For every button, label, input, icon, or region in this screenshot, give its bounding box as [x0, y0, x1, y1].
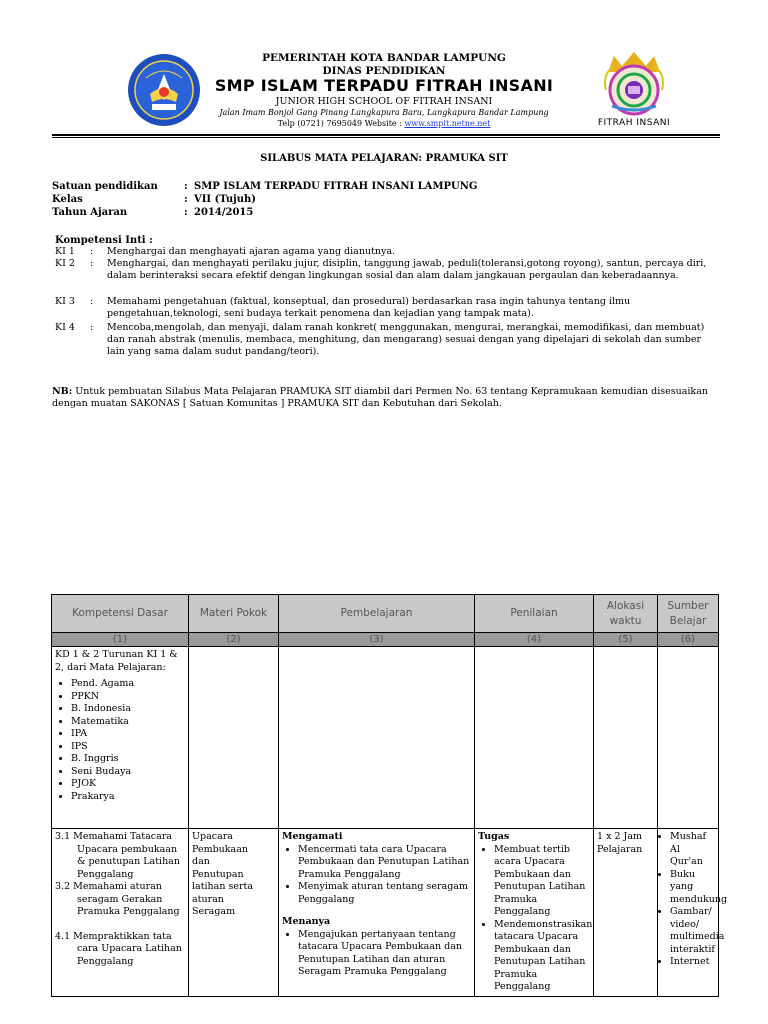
list-item: • PJOK	[71, 778, 185, 791]
contact-phone: Telp (0721) 7695049 Website :	[277, 119, 405, 128]
header-rule-thin	[52, 137, 720, 138]
empty-cell	[475, 647, 594, 829]
header-address: Jalan Imam Bonjol Gang Pinang Langkapura Baru, Langkapura Bandar Lampung	[219, 108, 549, 117]
list-item: • Seni Budaya	[71, 766, 185, 779]
info-row: Satuan pendidikan : SMP ISLAM TERPADU FITRAH INSANI LAMPUNG	[52, 181, 478, 192]
menanya-list	[282, 929, 471, 979]
empty-cell	[594, 647, 658, 829]
ki-item: KI 4 : Mencoba,mengolah, dan menyaji, dalam ranah konkret( menggunakan, mengurai, merangkai, memodifikasi, dan membuat) dan ranah abstrak (menulis, membaca, menghitung, dan mengarang) sesuai dengan yang dipelajari di sekolah dan sumber lain yang sama dalam sudut pandang/teori).	[55, 322, 705, 358]
mengamati-title: Mengamati	[282, 831, 343, 842]
nb-label: NB:	[52, 386, 73, 397]
header-penilaian: Penilaian	[475, 595, 594, 633]
kd-item: 3.2 Memahami aturan seragam Gerakan Pramuka Penggalang	[55, 881, 180, 918]
col-number: (5)	[594, 633, 658, 647]
empty-cell	[658, 647, 719, 829]
list-item: • IPS	[71, 741, 185, 754]
ki-item: KI 1 : Menghargai dan menghayati ajaran agama yang dianutnya.	[55, 246, 396, 257]
ki-heading: Kompetensi Inti :	[55, 235, 153, 246]
header-contact	[0, 119, 768, 128]
alokasi-cell	[594, 829, 658, 997]
list-item: • Gambar/ video/ multimedia interaktif	[670, 906, 715, 956]
kd-intro-cell	[52, 647, 189, 829]
header-kompetensi-dasar: Kompetensi Dasar	[52, 595, 189, 633]
ki-item: KI 2 : Menghargai, dan menghayati perilaku jujur, disiplin, tanggung jawab, peduli(toleransi,gotong royong), santun, percaya diri, dalam berinteraksi secara efektif dengan lingkungan sosial dan alam dalam jangkauan pergaulan dan keberadaannya.	[55, 258, 707, 282]
table-header-row	[52, 595, 719, 633]
list-item: • Membuat tertib acara Upacara Pembukaan dan Penutupan Latihan Pramuka Penggalang	[494, 844, 590, 919]
syllabus-table	[51, 594, 728, 997]
table-number-row	[52, 633, 719, 647]
menanya-title: Menanya	[282, 916, 331, 928]
list-item: • IPA	[71, 728, 185, 741]
subject-list	[55, 678, 185, 803]
col-number: (1)	[52, 633, 189, 647]
empty-cell	[189, 647, 279, 829]
pembelajaran-cell	[279, 829, 475, 997]
table-row	[52, 829, 719, 997]
list-item: • B. Inggris	[71, 753, 185, 766]
list-item: • Mushaf Al Qur'an	[670, 831, 715, 869]
tugas-title: Tugas	[478, 831, 510, 842]
col-number: (2)	[189, 633, 279, 647]
header-government: PEMERINTAH KOTA BANDAR LAMPUNG	[262, 52, 506, 64]
tugas-list	[478, 843, 593, 994]
header-materi-pokok: Materi Pokok	[189, 595, 279, 633]
ki-item: KI 3 : Memahami pengetahuan (faktual, konseptual, dan prosedural) berdasarkan rasa ingin tahunya tentang ilmu pengetahuan,teknologi, seni budaya terkait penomena dan kejadian yang tampak mata).	[55, 296, 631, 320]
list-item: • Internet	[670, 956, 715, 969]
materi-text: Upacara Pembukaan dan Penutupan latihan serta aturan Seragam	[192, 831, 253, 918]
materi-cell	[189, 829, 279, 997]
list-item: • Menyimak aturan tentang seragam Penggalang	[298, 881, 471, 906]
list-item: • Matematika	[71, 716, 185, 729]
header-school-name: SMP ISLAM TERPADU FITRAH INSANI	[214, 76, 554, 95]
nb-text: Untuk pembuatan Silabus Mata Pelajaran PRAMUKA SIT diambil dari Permen No. 63 tentang Kepramukaan kemudian disesuaikan dengan muatan SAKONAS [ Satuan Komunitas ] PRAMUKA SIT dan Kebutuhan dari Sekolah.	[52, 386, 708, 410]
col-number: (3)	[279, 633, 475, 647]
list-item: • Mendemonstrasikan tatacara Upacara Pembukaan dan Penutupan Latihan Pramuka Penggalang	[494, 919, 590, 994]
header-sumber-belajar: Sumber Belajar	[658, 595, 719, 633]
info-row: Tahun Ajaran : 2014/2015	[52, 207, 254, 218]
list-item: • Buku yang mendukung	[670, 869, 715, 907]
list-item: • Pend. Agama	[71, 678, 185, 691]
mengamati-list	[282, 844, 471, 907]
list-item: • Mencermati tata cara Upacara Pembukaan dan Penutupan Latihan Pramuka Penggalang	[298, 844, 471, 882]
sumber-list	[659, 831, 728, 969]
alokasi-text: 1 x 2 Jam Pelajaran	[597, 831, 643, 855]
nb-note	[52, 386, 720, 410]
empty-cell	[279, 647, 475, 829]
info-row: Kelas : VII (Tujuh)	[52, 194, 257, 205]
header-school-english: JUNIOR HIGH SCHOOL OF FITRAH INSANI	[275, 96, 493, 107]
penilaian-cell	[475, 829, 594, 997]
kd-cell	[52, 829, 189, 997]
kd-intro-text: KD 1 & 2 Turunan KI 1 & 2, dari Mata Pelajaran:	[55, 649, 178, 673]
list-item: • Prakarya	[71, 791, 185, 804]
logo-right-caption: FITRAH INSANI	[597, 118, 671, 128]
header-alokasi-waktu: Alokasi waktu	[594, 595, 658, 633]
sumber-cell	[658, 829, 728, 997]
document-title: SILABUS MATA PELAJARAN: PRAMUKA SIT	[260, 153, 508, 164]
header-pembelajaran: Pembelajaran	[279, 595, 475, 633]
header-department: DINAS PENDIDIKAN	[322, 65, 446, 77]
col-number: (4)	[475, 633, 594, 647]
header-rule-thick	[52, 134, 720, 136]
kd-item: 3.1 Memahami Tatacara Upacara pembukaan & penutupan Latihan Penggalang	[55, 831, 180, 880]
list-item: • PPKN	[71, 691, 185, 704]
col-number: (6)	[658, 633, 719, 647]
list-item: • Mengajukan pertanyaan tentang tatacara Upacara Pembukaan dan Penutupan Latihan dan aturan Seragam Pramuka Penggalang	[298, 929, 471, 979]
list-item: • B. Indonesia	[71, 703, 185, 716]
kd-item: 4.1 Mempraktikkan tata cara Upacara Latihan Penggalang	[55, 930, 182, 967]
website-link[interactable]: www.smpit.netne.net	[404, 119, 491, 128]
table-row	[52, 647, 719, 829]
